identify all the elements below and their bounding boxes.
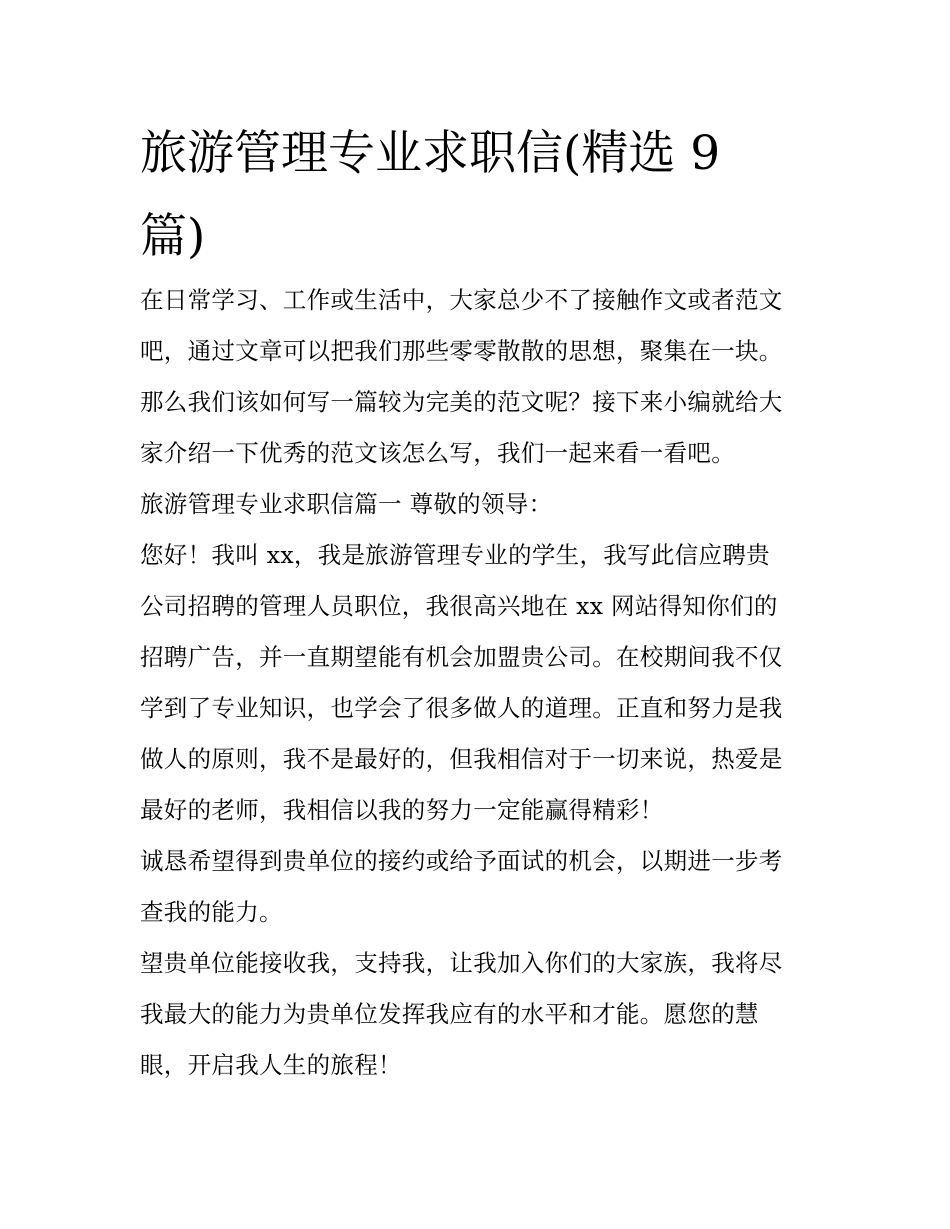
document-title: 旅游管理专业求职信(精选 9 篇) (140, 126, 721, 264)
body-line: 望贵单位能接收我，支持我，让我加入你们的大家族，我将尽 (140, 949, 783, 977)
body-line: 我最大的能力为贵单位发挥我应有的水平和才能。愿您的慧 (140, 1000, 759, 1028)
body-line: 查我的能力。 (140, 898, 283, 926)
body-line: 最好的老师，我相信以我的努力一定能赢得精彩！ (140, 796, 664, 824)
body-line: 招聘广告，并一直期望能有机会加盟贵公司。在校期间我不仅 (140, 643, 783, 671)
body-line: 在日常学习、工作或生活中，大家总少不了接触作文或者范文 (140, 286, 783, 314)
body-line: 学到了专业知识，也学会了很多做人的道理。正直和努力是我 (140, 694, 783, 722)
body-line: 眼，开启我人生的旅程！ (140, 1051, 402, 1079)
body-line: 那么我们该如何写一篇较为完美的范文呢？接下来小编就给大 (140, 388, 783, 416)
body-line: 公司招聘的管理人员职位，我很高兴地在 xx 网站得知你们的 (140, 592, 778, 620)
body-line: 吧，通过文章可以把我们那些零零散散的思想，聚集在一块。 (140, 337, 783, 365)
body-line: 家介绍一下优秀的范文该怎么写，我们一起来看一看吧。 (140, 439, 735, 467)
body-line: 您好！我叫 xx，我是旅游管理专业的学生，我写此信应聘贵 (140, 541, 770, 569)
body-line: 旅游管理专业求职信篇一 尊敬的领导： (140, 490, 553, 518)
body-line: 做人的原则，我不是最好的，但我相信对于一切来说，热爱是 (140, 745, 783, 773)
body-line: 诚恳希望得到贵单位的接约或给予面试的机会，以期进一步考 (140, 847, 783, 875)
